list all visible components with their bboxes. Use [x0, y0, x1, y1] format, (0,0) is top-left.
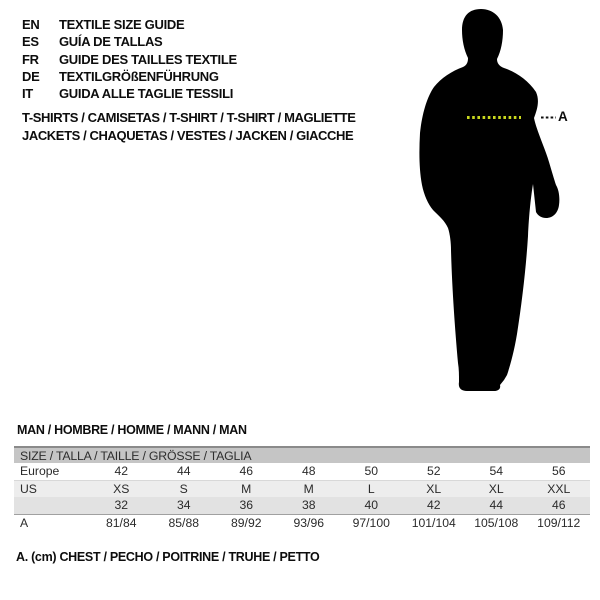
section-title-man: MAN / HOMBRE / HOMME / MANN / MAN	[17, 423, 247, 437]
language-label: GUIDA ALLE TAGLIE TESSILI	[59, 86, 234, 102]
table-cell: 46	[551, 498, 566, 513]
table-cell: XXL	[547, 481, 571, 496]
table-cell: 48	[301, 464, 316, 479]
language-row	[22, 85, 237, 102]
language-code: ES	[22, 34, 39, 50]
language-label: GUIDE DES TAILLES TEXTILE	[59, 51, 237, 67]
row-label: A	[20, 515, 29, 530]
row-label: Europe	[20, 464, 60, 479]
category-line-jackets: JACKETS / CHAQUETAS / VESTES / JACKEN / GIACCHE	[22, 127, 354, 143]
table-cell: 101/104	[411, 515, 456, 530]
table-cell: S	[179, 481, 188, 496]
language-label: TEXTILE SIZE GUIDE	[59, 17, 185, 33]
table-cell: 42	[426, 498, 441, 513]
language-list	[22, 16, 237, 102]
language-row	[22, 33, 237, 50]
table-cell: 109/112	[537, 515, 581, 530]
table-cell: XL	[426, 481, 442, 496]
table-cell: 46	[239, 464, 254, 479]
table-cell: 89/92	[231, 515, 262, 530]
language-label: TEXTILGRÖßENFÜHRUNG	[59, 69, 219, 85]
language-row	[22, 16, 237, 33]
language-code: DE	[22, 69, 40, 85]
table-cell: 56	[551, 464, 566, 479]
language-row	[22, 51, 237, 68]
measurement-footnote: A. (cm) CHEST / PECHO / POITRINE / TRUHE / PETTO	[16, 550, 320, 564]
language-row	[22, 68, 237, 85]
table-row-europe	[14, 463, 590, 481]
language-code: FR	[22, 51, 39, 67]
table-cell: 81/84	[106, 515, 137, 530]
table-cell: 34	[176, 498, 191, 513]
table-cell: 54	[489, 464, 504, 479]
table-cell: 97/100	[352, 515, 390, 530]
man-silhouette	[419, 9, 559, 391]
table-row-us	[14, 481, 590, 498]
table-row-a-chest	[14, 515, 590, 532]
table-cell: XL	[488, 481, 504, 496]
table-cell: M	[241, 481, 252, 496]
table-cell: 85/88	[168, 515, 199, 530]
category-line-tshirts: T-SHIRTS / CAMISETAS / T-SHIRT / T-SHIRT / MAGLIETTE	[22, 110, 356, 125]
table-cell: 93/96	[293, 515, 324, 530]
man-figure	[400, 0, 600, 400]
size-table	[14, 446, 590, 531]
size-table-header	[14, 446, 590, 463]
table-cell: 40	[364, 498, 379, 513]
table-cell: 36	[239, 498, 254, 513]
table-cell: 105/108	[474, 515, 519, 530]
measure-label-a: A	[558, 109, 568, 124]
table-cell: M	[303, 481, 314, 496]
table-cell: L	[367, 481, 375, 496]
table-cell: 44	[489, 498, 504, 513]
size-table-header-label: SIZE / TALLA / TAILLE / GRÖSSE / TAGLIA	[20, 448, 252, 463]
table-cell: 44	[176, 464, 191, 479]
language-code: EN	[22, 17, 40, 33]
table-cell: 38	[301, 498, 316, 513]
category-list	[22, 109, 356, 144]
language-label: GUÍA DE TALLAS	[59, 34, 163, 50]
table-cell: 42	[114, 464, 129, 479]
table-cell: XS	[113, 481, 130, 496]
language-code: IT	[22, 86, 33, 102]
table-cell: 32	[114, 498, 129, 513]
row-label: US	[20, 481, 37, 496]
table-cell: 50	[364, 464, 379, 479]
table-cell: 52	[426, 464, 441, 479]
table-row-numeric	[14, 497, 590, 515]
